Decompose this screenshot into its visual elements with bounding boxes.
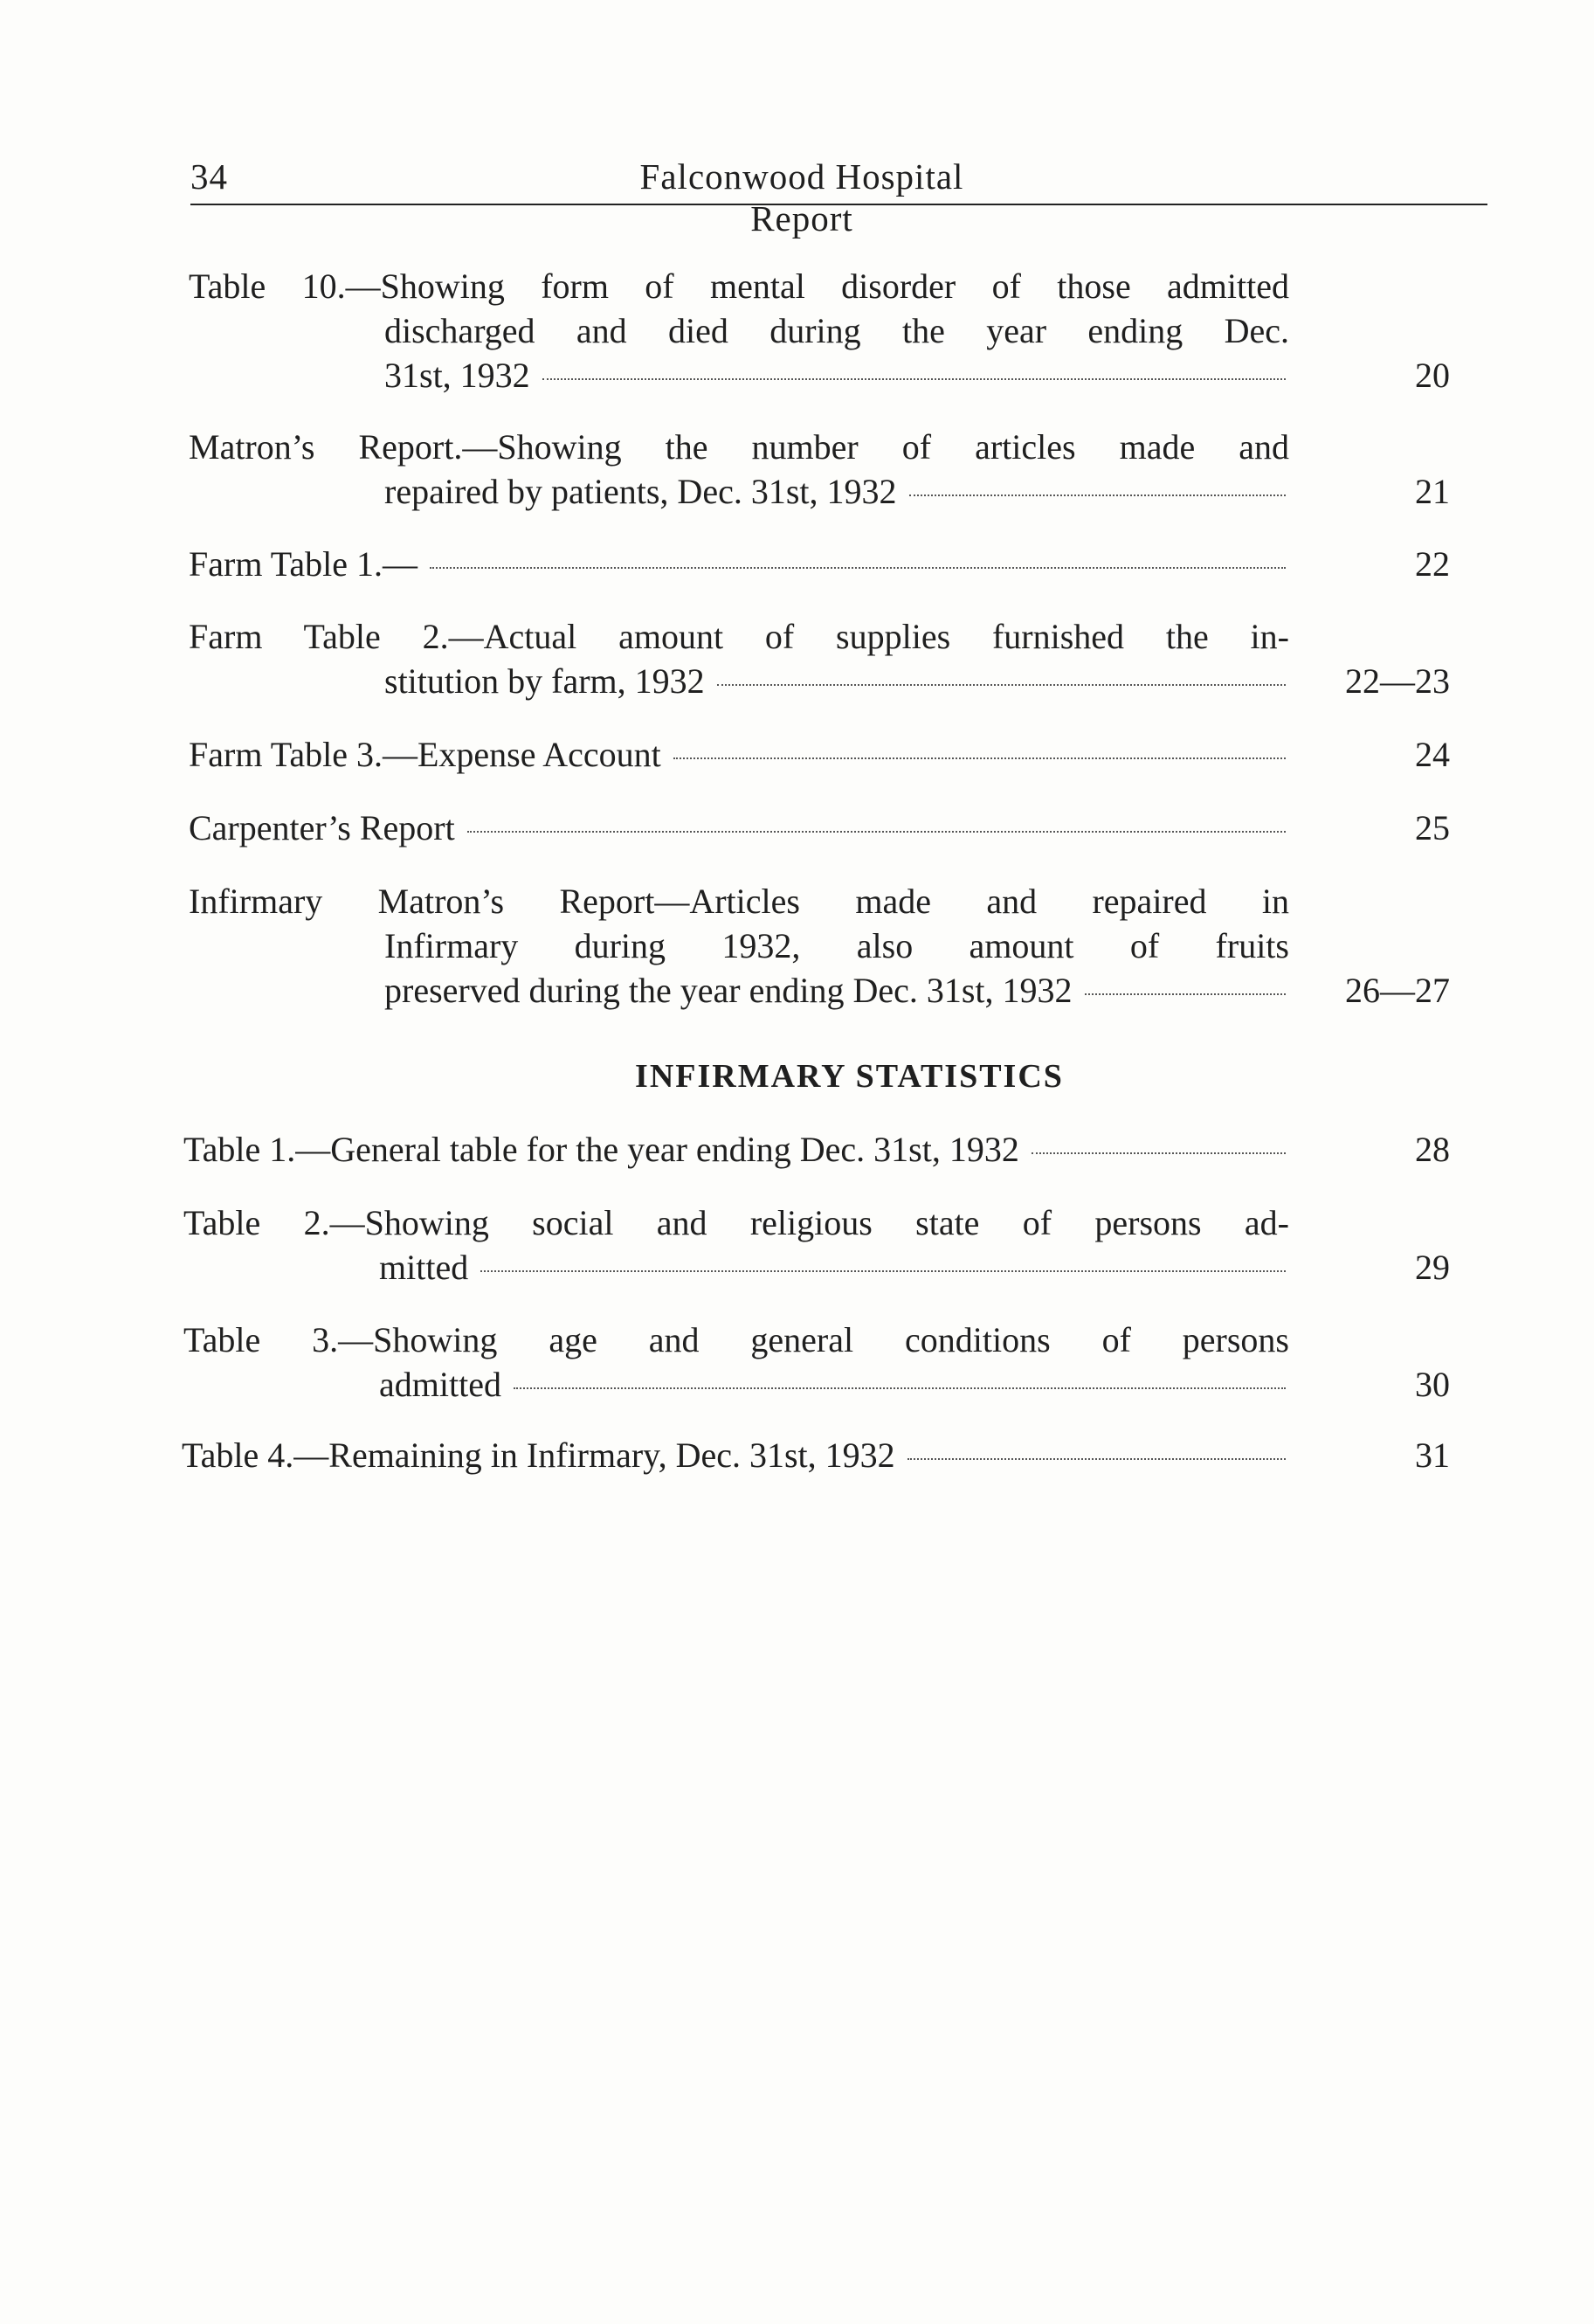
dot-leader (717, 684, 1286, 686)
toc-entry-line: Farm Table 2.—Actual amount of supplies furnished the in- (189, 617, 1289, 656)
dot-leader (467, 831, 1286, 833)
toc-entry-text: Table 4.—Remaining in Infirmary, Dec. 31st, 1932 (182, 1435, 895, 1475)
toc-entry-last-line (183, 1127, 1289, 1172)
toc-entry-last-line (384, 659, 1289, 703)
toc-entry-last-line (189, 542, 1289, 586)
running-title: Falconwood Hospital Report (639, 156, 964, 239)
toc-entry-last-line (379, 1362, 1289, 1407)
toc-entry-page: 30 (1415, 1365, 1450, 1404)
section-heading-infirmary-statistics: INFIRMARY STATISTICS (635, 1058, 1064, 1095)
toc-entry-last-line (189, 806, 1289, 850)
toc-entry-text: mitted (379, 1248, 469, 1287)
dot-leader (1032, 1152, 1286, 1154)
toc-entry-last-line (384, 469, 1289, 514)
toc-entry-page: 31 (1415, 1435, 1450, 1475)
toc-entry-text: Carpenter’s Report (189, 808, 455, 847)
toc-entry-last-line (379, 1245, 1289, 1290)
dot-leader (673, 757, 1286, 759)
toc-entry-text: 31st, 1932 (384, 356, 530, 395)
toc-entry-line: Table 2.—Showing social and religious state of persons ad- (183, 1203, 1289, 1242)
toc-entry-last-line (189, 732, 1289, 777)
toc-entry-text: admitted (379, 1365, 501, 1404)
toc-entry-page: 29 (1415, 1248, 1450, 1287)
toc-entry-line: Matron’s Report.—Showing the number of articles made and (189, 427, 1289, 467)
toc-entry-text: repaired by patients, Dec. 31st, 1932 (384, 472, 897, 511)
toc-entry-page: 22—23 (1345, 661, 1450, 701)
toc-entry-text: Farm Table 1.— (189, 544, 417, 584)
dot-leader (480, 1270, 1286, 1272)
toc-entry-page: 25 (1415, 808, 1450, 847)
dot-leader (909, 495, 1286, 496)
toc-entry-last-line (384, 968, 1289, 1013)
toc-entry-text: Farm Table 3.—Expense Account (189, 735, 661, 774)
page-header (190, 156, 1483, 239)
toc-entry-line: Table 3.—Showing age and general conditions of persons (183, 1320, 1289, 1359)
toc-entry-page: 22 (1415, 544, 1450, 584)
toc-entry-line: Infirmary Matron’s Report—Articles made and repaired in (189, 882, 1289, 921)
toc-entry-text: Table 1.—General table for the year ending Dec. 31st, 1932 (183, 1130, 1019, 1169)
toc-entry-line: Table 10.—Showing form of mental disorder of those admitted (189, 266, 1289, 306)
toc-entry-page: 28 (1415, 1130, 1450, 1169)
toc-entry-line: Infirmary during 1932, also amount of fruits (384, 926, 1289, 965)
toc-entry-line: discharged and died during the year ending Dec. (384, 311, 1289, 350)
toc-entry-last-line (384, 353, 1289, 398)
dot-leader (514, 1387, 1286, 1389)
dot-leader (430, 567, 1286, 569)
toc-entry-page: 20 (1415, 356, 1450, 395)
dot-leader (1085, 993, 1286, 995)
toc-entry-last-line (182, 1433, 1289, 1477)
dot-leader (542, 378, 1286, 380)
dot-leader (907, 1458, 1286, 1460)
toc-entry-page: 26—27 (1345, 971, 1450, 1010)
page-number: 34 (190, 156, 228, 197)
toc-entry-page: 24 (1415, 735, 1450, 774)
header-rule (190, 204, 1487, 205)
toc-entry-page: 21 (1415, 472, 1450, 511)
toc-entry-text: preserved during the year ending Dec. 31st, 1932 (384, 971, 1073, 1010)
toc-entry-text: stitution by farm, 1932 (384, 661, 705, 701)
